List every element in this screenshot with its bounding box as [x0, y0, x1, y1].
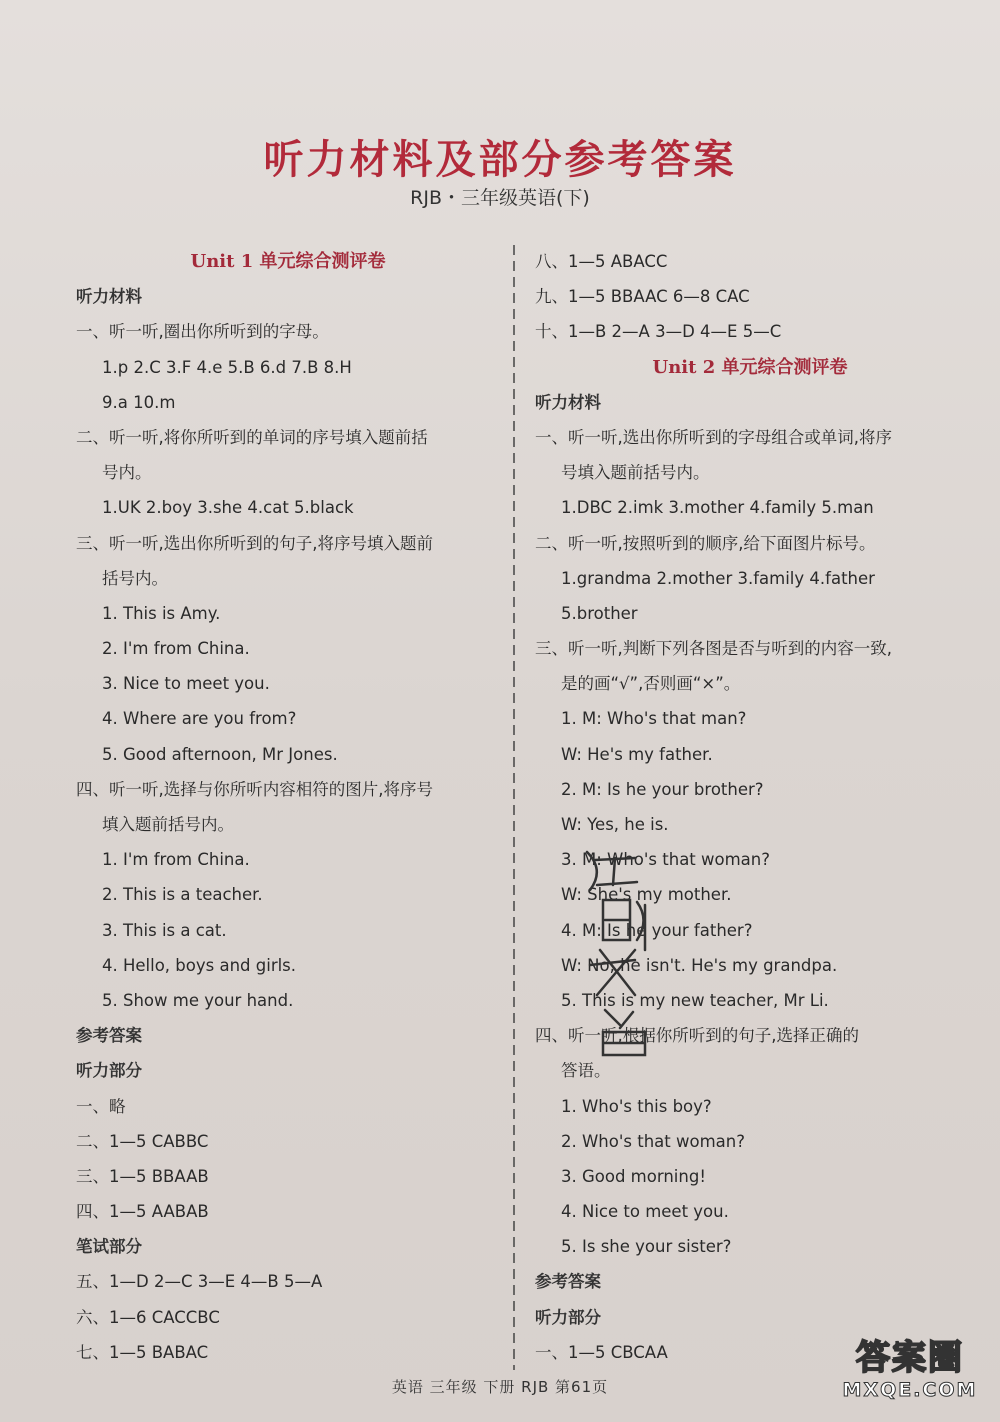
text-line: 4. Nice to meet you.: [561, 1202, 729, 1222]
text-line: W: He's my father.: [561, 744, 713, 764]
text-line: 听力材料: [535, 392, 601, 412]
text-line: 四、1—5 AABAB: [76, 1202, 209, 1222]
page-footer: 英语 三年级 下册 RJB 第61页: [391, 1378, 609, 1396]
right-column: [535, 244, 965, 1370]
logo-url: MXQE.COM: [842, 1379, 978, 1401]
text-line: 听力材料: [76, 287, 142, 307]
text-line: 5. Good afternoon, Mr Jones.: [102, 744, 338, 764]
text-line: 2. This is a teacher.: [102, 885, 263, 905]
text-line: 笔试部分: [76, 1237, 142, 1257]
text-line: 三、1—5 BBAAB: [76, 1166, 209, 1186]
page-subtitle: RJB・三年级英语(下): [410, 187, 590, 209]
text-line: 十、1—B 2—A 3—D 4—E 5—C: [535, 322, 782, 342]
column-divider: [513, 245, 515, 1370]
text-line: 一、略: [76, 1096, 126, 1116]
text-line: 1.grandma 2.mother 3.family 4.father: [561, 568, 875, 588]
text-line: 号填入题前括号内。: [561, 463, 710, 483]
text-line: 括号内。: [102, 568, 168, 588]
section-heading: Unit 1 单元综合测评卷: [190, 251, 386, 272]
text-line: 3. M: Who's that woman?: [561, 850, 771, 870]
page-title: 听力材料及部分参考答案: [263, 136, 737, 183]
text-line: W: She's my mother.: [561, 885, 732, 905]
text-line: 4. Hello, boys and girls.: [102, 955, 297, 975]
logo-text: 答案圈: [856, 1338, 964, 1378]
text-line: 五、1—D 2—C 3—E 4—B 5—A: [76, 1272, 323, 1292]
text-line: 四、听一听,根据你所听到的句子,选择正确的: [535, 1026, 859, 1046]
text-line: 1.p 2.C 3.F 4.e 5.B 6.d 7.B 8.H: [102, 357, 352, 377]
watermark-logo: [830, 1330, 990, 1415]
text-line: 5. This is my new teacher, Mr Li.: [561, 990, 829, 1010]
text-line: W: Yes, he is.: [561, 815, 669, 834]
text-line: 9.a 10.m: [102, 392, 176, 412]
text-line: 二、1—5 CABBC: [76, 1131, 209, 1151]
text-line: 三、听一听,选出你所听到的句子,将序号填入题前: [76, 533, 433, 553]
text-line: 七、1—5 BABAC: [76, 1342, 209, 1362]
text-line: 1. I'm from China.: [102, 850, 250, 870]
text-line: 5. Is she your sister?: [561, 1237, 732, 1257]
text-line: 听力部分: [535, 1307, 601, 1327]
text-line: 1.DBC 2.imk 3.mother 4.family 5.man: [561, 498, 874, 518]
text-line: 九、1—5 BBAAC 6—8 CAC: [535, 287, 750, 307]
text-line: 一、听一听,圈出你所听到的字母。: [76, 322, 329, 342]
text-line: 参考答案: [76, 1026, 142, 1046]
text-line: 答语。: [561, 1061, 611, 1081]
text-line: 一、听一听,选出你所听到的字母组合或单词,将序: [535, 427, 892, 447]
text-line: 3. Good morning!: [561, 1166, 706, 1186]
text-line: 一、1—5 CBCAA: [535, 1342, 668, 1362]
text-line: 二、听一听,将你所听到的单词的序号填入题前括: [76, 427, 428, 447]
handwriting-scribble-icon: [575, 840, 685, 1060]
text-line: 3. Nice to meet you.: [102, 674, 270, 694]
text-line: 2. I'm from China.: [102, 639, 250, 659]
text-line: 1. Who's this boy?: [561, 1096, 712, 1116]
text-line: 1.UK 2.boy 3.she 4.cat 5.black: [102, 498, 354, 518]
text-line: 4. Where are you from?: [102, 709, 297, 729]
text-line: 1. This is Amy.: [102, 603, 221, 623]
text-line: 号内。: [102, 463, 152, 483]
text-line: 填入题前括号内。: [102, 815, 234, 834]
text-line: 是的画“√”,否则画“×”。: [561, 674, 741, 694]
text-line: 5. Show me your hand.: [102, 990, 294, 1010]
text-line: 1. M: Who's that man?: [561, 709, 747, 729]
left-column: [76, 244, 500, 1370]
text-line: 八、1—5 ABACC: [535, 252, 668, 271]
text-line: 2. Who's that woman?: [561, 1131, 745, 1151]
text-line: 5.brother: [561, 603, 638, 623]
text-line: W: No, he isn't. He's my grandpa.: [561, 955, 838, 975]
text-line: 2. M: Is he your brother?: [561, 779, 764, 799]
text-line: 六、1—6 CACCBC: [76, 1307, 220, 1327]
text-line: 四、听一听,选择与你所听内容相符的图片,将序号: [76, 779, 433, 799]
text-line: 听力部分: [76, 1061, 142, 1081]
text-line: 三、听一听,判断下列各图是否与听到的内容一致,: [535, 639, 892, 659]
text-line: 二、听一听,按照听到的顺序,给下面图片标号。: [535, 533, 876, 553]
section-heading: Unit 2 单元综合测评卷: [652, 356, 848, 378]
text-line: 参考答案: [535, 1272, 601, 1292]
text-line: 4. M: Is he your father?: [561, 920, 753, 940]
text-line: 3. This is a cat.: [102, 920, 227, 940]
